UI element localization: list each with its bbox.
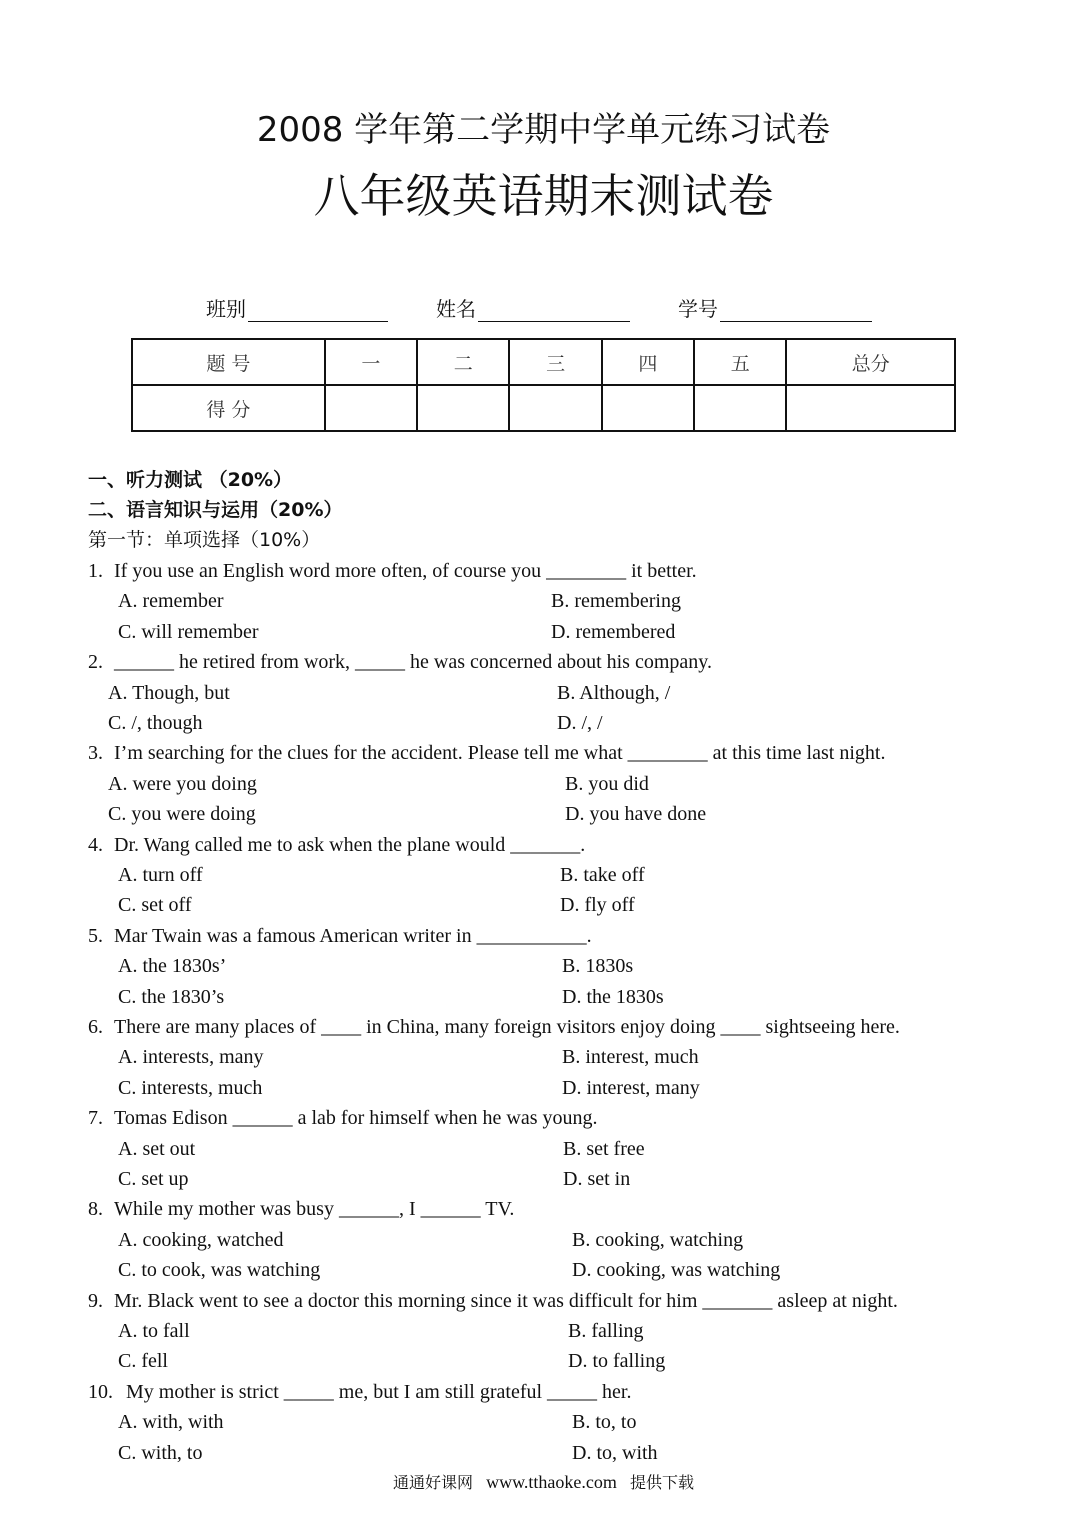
question-stem [88,923,592,949]
question-number: 6. [88,1016,103,1038]
question-number: 4. [88,833,103,856]
score-table-score-row [132,385,955,431]
question-text: Tomas Edison ______ a lab for himself when he was young. [114,1107,598,1130]
name-field [436,296,630,322]
answer-option: A. set out [118,1137,196,1160]
score-cell [602,385,694,431]
student-id-blank [720,299,872,322]
answer-option: D. cooking, was watching [572,1259,781,1282]
answer-option: D. set in [563,1168,631,1190]
answer-option: C. fell [118,1350,168,1373]
score-cell [786,385,955,431]
answer-option: D. fly off [560,894,635,917]
score-table-header-row [132,339,955,385]
question-stem [88,832,585,858]
score-cell [509,385,601,431]
answer-option: B. you did [565,772,649,795]
answer-option: A. to fall [118,1320,190,1342]
answer-option: D. the 1830s [562,985,664,1008]
answer-option: B. remembering [551,590,681,613]
page-footer [0,1470,1087,1495]
question-text: If you use an English word more often, of course you ________ it better. [114,560,697,582]
question-text: My mother is strict _____ me, but I am still grateful _____ her. [126,1380,632,1403]
answer-option: B. take off [560,864,645,886]
answer-option: C. will remember [118,620,259,643]
answer-option: C. set off [118,894,192,917]
student-id-field [678,296,872,322]
question-number: 7. [88,1107,103,1130]
answer-option: C. with, to [118,1441,203,1464]
question-text: There are many places of ____ in China, many foreign visitors enjoy doing ____ sightseeing here. [114,1016,900,1038]
score-cell [417,385,509,431]
question-stem [88,1196,514,1222]
question-stem [88,1288,898,1314]
score-table-header-cell: 四 [602,339,694,385]
score-cell [694,385,786,431]
footer-url: www.tthaoke.com [486,1472,617,1492]
answer-option: A. remember [118,590,224,613]
answer-option: A. Though, but [108,681,230,704]
answer-option: C. /, though [108,712,203,734]
answer-option: A. were you doing [108,772,257,795]
class-field [206,296,388,322]
name-label: 姓名 [436,297,476,321]
question-stem [88,740,885,766]
answer-option: D. you have done [565,803,707,826]
name-blank [478,299,630,322]
answer-option: A. cooking, watched [118,1228,284,1251]
score-table-header-cell: 五 [694,339,786,385]
question-text: ______ he retired from work, _____ he was concerned about his company. [114,651,712,674]
answer-option: A. interests, many [118,1046,264,1069]
question-number: 10. [88,1380,113,1403]
question-text: Mr. Black went to see a doctor this morning since it was difficult for him _______ asleep at night. [114,1289,898,1312]
section-language-heading: 二、语言知识与运用（20%） [88,499,343,521]
answer-option: A. turn off [118,864,203,886]
score-cell [325,385,417,431]
answer-option: B. falling [568,1320,644,1342]
answer-option: D. remembered [551,620,676,643]
score-table [131,338,956,432]
question-text: Mar Twain was a famous American writer in ___________. [114,924,592,947]
score-table-header-cell: 题 号 [132,339,325,385]
exam-subtitle: 八年级英语期末测试卷 [313,169,774,223]
question-text: While my mother was busy ______, I ______ TV. [114,1198,515,1221]
answer-option: D. interest, many [562,1076,700,1099]
footer-suffix: 提供下载 [630,1473,695,1492]
class-blank [248,299,388,322]
exam-title: 2008 学年第二学期中学单元练习试卷 [256,110,831,150]
answer-option: C. to cook, was watching [118,1259,321,1282]
answer-option: D. to falling [568,1350,666,1373]
question-number: 5. [88,924,103,947]
question-number: 8. [88,1198,103,1221]
score-table-header-cell: 总分 [786,339,955,385]
question-stem [88,1379,631,1405]
answer-option: D. to, with [572,1441,658,1464]
score-table-header-cell: 一 [325,339,417,385]
answer-option: B. to, to [572,1411,637,1434]
question-stem [88,1014,900,1040]
answer-option: B. interest, much [562,1046,699,1069]
footer-site-name: 通通好课网 [392,1473,473,1492]
answer-option: C. set up [118,1168,189,1190]
question-number: 9. [88,1289,103,1312]
student-id-label: 学号 [678,297,718,321]
answer-option: C. the 1830’s [118,985,225,1008]
answer-option: B. set free [563,1137,645,1160]
part-one-heading: 第一节：单项选择（10%） [88,529,321,551]
section-listening-heading: 一、听力测试 （20%） [88,469,293,491]
score-table-header-cell: 二 [417,339,509,385]
question-text: Dr. Wang called me to ask when the plane would _______. [114,833,586,856]
question-stem [88,1105,598,1131]
answer-option: C. interests, much [118,1076,263,1099]
question-number: 1. [88,560,103,582]
answer-option: A. with, with [118,1411,224,1434]
question-number: 3. [88,742,103,765]
question-stem [88,558,697,584]
score-row-label: 得 分 [132,385,325,431]
question-number: 2. [88,651,103,674]
answer-option: A. the 1830s’ [118,955,227,978]
answer-option: C. you were doing [108,803,256,826]
answer-option: B. 1830s [562,955,634,978]
answer-option: B. cooking, watching [572,1228,744,1251]
score-table-header-cell: 三 [509,339,601,385]
question-text: I’m searching for the clues for the accident. Please tell me what ________ at this time last night. [114,742,886,765]
class-label: 班别 [206,297,246,321]
answer-option: D. /, / [557,712,603,734]
answer-option: B. Although, / [557,681,671,704]
question-stem [88,649,712,675]
